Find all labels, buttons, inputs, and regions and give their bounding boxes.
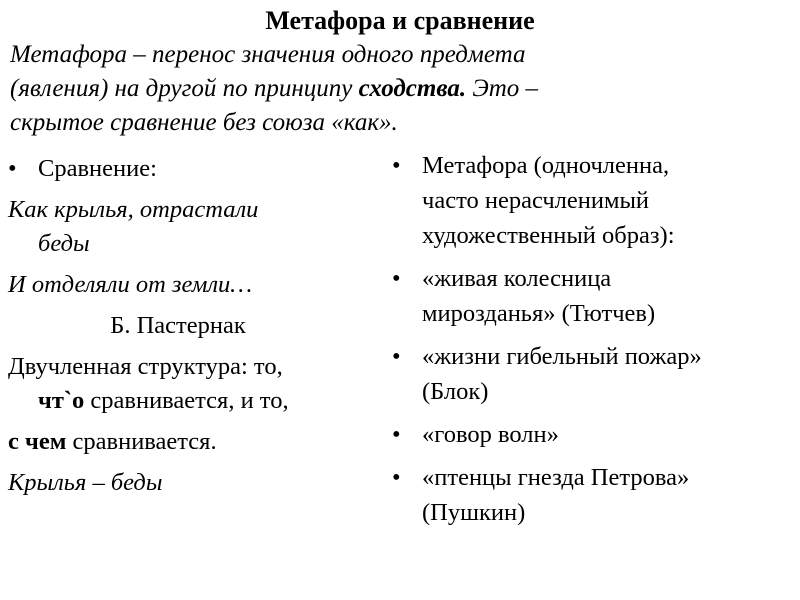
metaphor-item-line: (Пушкин) <box>422 499 526 526</box>
comparison-column <box>8 152 376 500</box>
metaphor-item-line: «живая колесница <box>422 265 612 292</box>
quote-line-2: беды <box>38 230 90 257</box>
list-item <box>392 148 792 253</box>
intro-keyword-similarity: сходства. <box>358 75 467 102</box>
metaphor-item-line: художественный образ): <box>422 222 675 249</box>
structure-what: чт`о <box>38 387 85 414</box>
list-item <box>392 339 792 409</box>
quote-line-1: Как крылья, отрастали <box>8 196 259 223</box>
bullet-icon: • <box>392 265 401 292</box>
metaphor-item-line: «жизни гибельный пожар» <box>422 343 702 370</box>
structure-line-2 <box>8 384 376 418</box>
list-item <box>392 460 792 530</box>
intro-line-2 <box>10 72 690 106</box>
structure-with-what: с чем <box>8 428 67 455</box>
comparison-heading-item <box>8 152 376 186</box>
intro-definition <box>10 38 690 140</box>
intro-line-2-tail: Это – <box>466 75 539 102</box>
bullet-icon: • <box>392 152 401 179</box>
intro-line-1: Метафора – перенос значения одного предмета <box>10 41 526 68</box>
bullet-icon: • <box>392 421 401 448</box>
slide-title: Метафора и сравнение <box>265 6 535 35</box>
bullet-icon: • <box>392 464 401 491</box>
metaphor-item-line: часто нерасчленимый <box>422 187 650 214</box>
bullet-icon: • <box>8 155 17 182</box>
metaphor-item-line: (Блок) <box>422 378 489 405</box>
bullet-icon: • <box>392 343 401 370</box>
metaphor-item-line: Метафора (одночленна, <box>422 152 670 179</box>
structure-line-1: Двучленная структура: то, <box>8 353 283 380</box>
metaphor-item-line: «говор волн» <box>422 421 559 448</box>
quote-author: Б. Пастернак <box>110 312 246 339</box>
comparison-heading: Сравнение: <box>38 155 157 182</box>
structure-line-3-text: сравнивается. <box>66 428 217 455</box>
list-item <box>392 417 792 452</box>
list-item <box>392 261 792 331</box>
metaphor-item-line: мирозданья» (Тютчев) <box>422 300 656 327</box>
structure-line-3 <box>8 425 376 459</box>
comparison-summary: Крылья – беды <box>8 469 163 496</box>
quote-line-3: И отделяли от земли… <box>8 271 253 298</box>
metaphor-column <box>392 148 792 530</box>
metaphor-item-line: «птенцы гнезда Петрова» <box>422 464 690 491</box>
structure-line-2-text: сравнивается, и то, <box>84 387 289 414</box>
intro-line-2-text: (явления) на другой по принципу <box>10 75 359 102</box>
intro-line-3: скрытое сравнение без союза «как». <box>10 109 398 136</box>
